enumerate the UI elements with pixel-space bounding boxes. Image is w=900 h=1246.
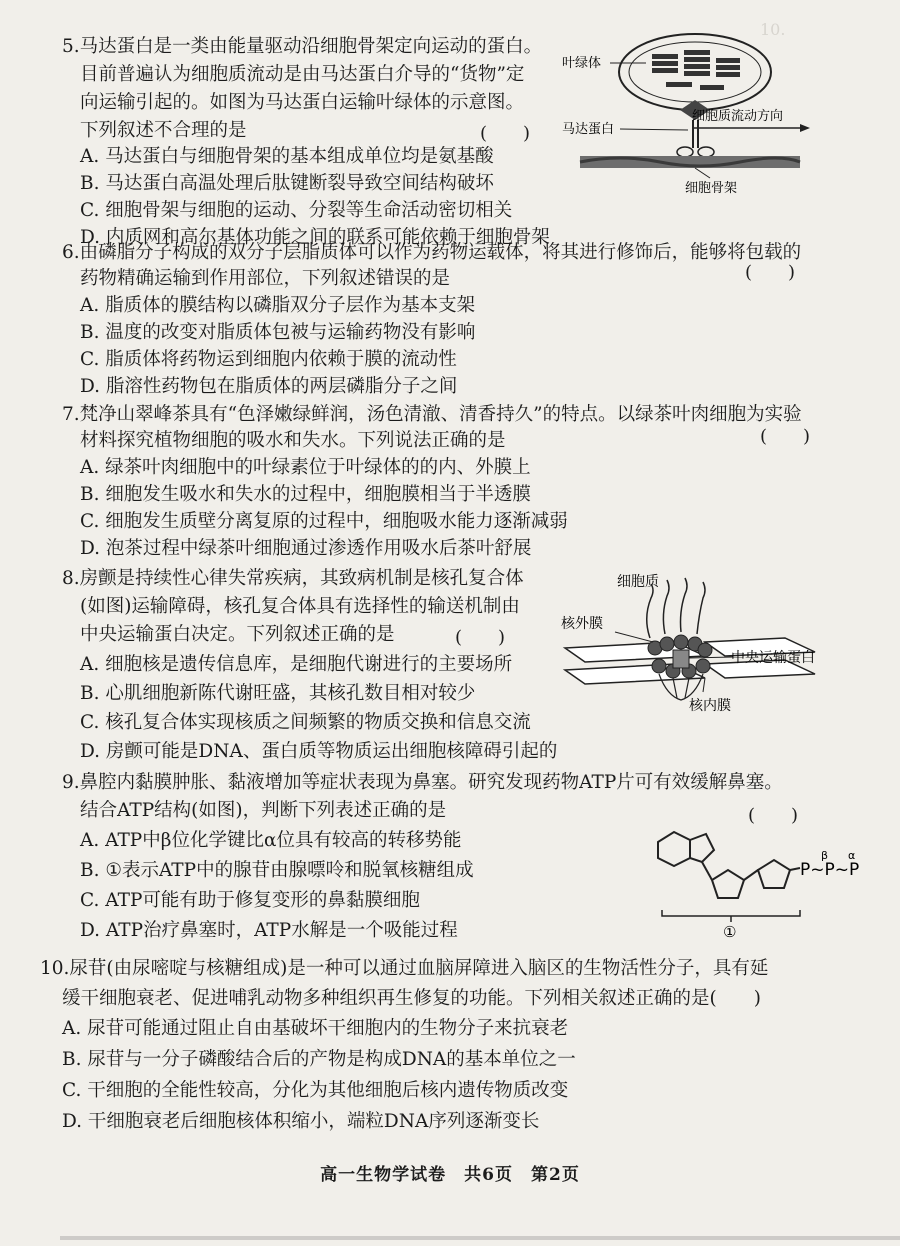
q8-stem-3: 中央运输蛋白决定。下列叙述正确的是 (80, 624, 395, 645)
ribose-ring (712, 870, 744, 898)
q8-option-b: B. 心肌细胞新陈代谢旺盛，其核孔数目相对较少 (80, 683, 476, 704)
adenine-ring-5 (690, 834, 714, 862)
q10-stem-2: 缓干细胞衰老、促进哺乳动物多种组织再生修复的功能。下列相关叙述正确的是( ) (62, 988, 761, 1009)
q5-option-d: D. 内质网和高尔基体功能之间的联系可能依赖于细胞骨架 (80, 227, 550, 248)
thylakoid-stacks (652, 50, 740, 90)
q9-stem-2: 结合ATP结构(如图)，判断下列表述正确的是 (80, 800, 447, 821)
q7-option-d: D. 泡茶过程中绿茶叶细胞通过渗透作用吸水后茶叶舒展 (80, 538, 532, 559)
q9-option-b: B. ①表示ATP中的腺苷由腺嘌呤和脱氧核糖组成 (80, 860, 474, 881)
q8-option-c: C. 核孔复合体实现核质之间频繁的物质交换和信息交流 (80, 712, 531, 733)
marker-circled-one: ① (723, 923, 737, 940)
phosphate-chain: P~P~P (800, 860, 860, 880)
q7-stem-1: 7.梵净山翠峰茶具有“色泽嫩绿鲜润，汤色清澈、清香持久”的特点。以绿茶叶肉细胞为实验 (62, 404, 802, 425)
label-cytoskeleton: 细胞骨架 (685, 181, 738, 196)
label-central-transport-protein: 中央运输蛋白 (731, 650, 815, 666)
q5-option-b: B. 马达蛋白高温处理后肽键断裂导致空间结构破坏 (80, 173, 494, 194)
q6-answer-paren: ( ) (745, 262, 796, 283)
q10-option-c: C. 干细胞的全能性较高，分化为其他细胞后核内遗传物质改变 (62, 1080, 569, 1101)
label-inner-membrane: 核内膜 (689, 698, 731, 714)
q9-option-d: D. ATP治疗鼻塞时，ATP水解是一个吸能过程 (80, 920, 458, 941)
label-outer-membrane: 核外膜 (561, 616, 603, 632)
q9-option-c: C. ATP可能有助于修复变形的鼻黏膜细胞 (80, 890, 420, 911)
q5-option-c: C. 细胞骨架与细胞的运动、分裂等生命活动密切相关 (80, 200, 513, 221)
q8-stem-2: (如图)运输障碍，核孔复合体具有选择性的输送机制由 (80, 596, 520, 617)
q9-stem-1: 9.鼻腔内黏膜肿胀、黏液增加等症状表现为鼻塞。研究发现药物ATP片可有效缓解鼻塞。 (62, 772, 783, 793)
nuclear-pore-figure (555, 568, 895, 718)
q6-option-c: C. 脂质体将药物运到细胞内依赖于膜的流动性 (80, 349, 457, 370)
beta-label: β (821, 849, 829, 862)
adenine-ring-6 (658, 832, 690, 866)
label-chloroplast: 叶绿体 (562, 56, 602, 71)
q9-option-a: A. ATP中β位化学键比α位具有较高的转移势能 (80, 830, 462, 851)
adenosine-bracket (662, 910, 800, 916)
q7-option-a: A. 绿茶叶肉细胞中的叶绿素位于叶绿体的的内、外膜上 (80, 457, 531, 478)
q10-stem-1: 10.尿苷(由尿嘧啶与核糖组成)是一种可以通过血脑屏障进入脑区的生物活性分子，具有延 (40, 958, 769, 979)
q7-option-c: C. 细胞发生质壁分离复原的过程中，细胞吸水能力逐渐减弱 (80, 511, 568, 532)
q5-stem-2: 目前普遍认为细胞质流动是由马达蛋白介导的“货物”定 (80, 64, 525, 85)
q7-answer-paren: ( ) (760, 426, 811, 447)
q6-option-a: A. 脂质体的膜结构以磷脂双分子层作为基本支架 (80, 295, 476, 316)
central-transport-protein (673, 650, 689, 668)
q5-stem-3: 向运输引起的。如图为马达蛋白运输叶绿体的示意图。 (80, 92, 525, 113)
label-motor-protein: 马达蛋白 (562, 122, 615, 137)
q5-answer-paren: ( ) (480, 123, 531, 144)
flow-arrow-icon (800, 124, 810, 132)
q7-option-b: B. 细胞发生吸水和失水的过程中，细胞膜相当于半透膜 (80, 484, 531, 505)
bleed-text: 10. (760, 20, 786, 39)
alpha-label: α (848, 849, 856, 862)
q6-stem-1: 6.由磷脂分子构成的双分子层脂质体可以作为药物运载体，将其进行修饰后，能够将包载的 (62, 242, 802, 263)
q5-stem-1: 5.马达蛋白是一类由能量驱动沿细胞骨架定向运动的蛋白。 (62, 36, 543, 57)
q8-answer-paren: ( ) (455, 627, 506, 648)
ribose-ring-2 (758, 860, 790, 888)
q6-stem-2: 药物精确运输到作用部位，下列叙述错误的是 (80, 268, 451, 289)
atp-structure-figure (640, 812, 880, 940)
q8-stem-1: 8.房颤是持续性心律失常疾病，其致病机制是核孔复合体 (62, 568, 524, 589)
label-flow-direction: 细胞质流动方向 (692, 109, 784, 124)
page-footer: 高一生物学试卷 共6页 第2页 (320, 1165, 580, 1185)
q9-answer-paren: ( ) (748, 805, 799, 826)
q5-option-a: A. 马达蛋白与细胞骨架的基本组成单位均是氨基酸 (80, 146, 494, 167)
q7-stem-2: 材料探究植物细胞的吸水和失水。下列说法正确的是 (80, 430, 506, 451)
q8-option-d: D. 房颤可能是DNA、蛋白质等物质运出细胞核障碍引起的 (80, 741, 558, 762)
q10-option-d: D. 干细胞衰老后细胞核体积缩小，端粒DNA序列逐渐变长 (62, 1111, 540, 1132)
q5-stem-4: 下列叙述不合理的是 (80, 120, 247, 141)
q8-option-a: A. 细胞核是遗传信息库，是细胞代谢进行的主要场所 (80, 654, 513, 675)
motor-protein-figure (560, 30, 820, 200)
q10-option-a: A. 尿苷可能通过阻止自由基破坏干细胞内的生物分子来抗衰老 (62, 1018, 569, 1039)
q6-option-b: B. 温度的改变对脂质体包被与运输药物没有影响 (80, 322, 476, 343)
page-bottom-edge (60, 1236, 900, 1240)
q10-option-b: B. 尿苷与一分子磷酸结合后的产物是构成DNA的基本单位之一 (62, 1049, 576, 1070)
q6-option-d: D. 脂溶性药物包在脂质体的两层磷脂分子之间 (80, 376, 458, 397)
label-cytoplasm: 细胞质 (617, 574, 659, 590)
